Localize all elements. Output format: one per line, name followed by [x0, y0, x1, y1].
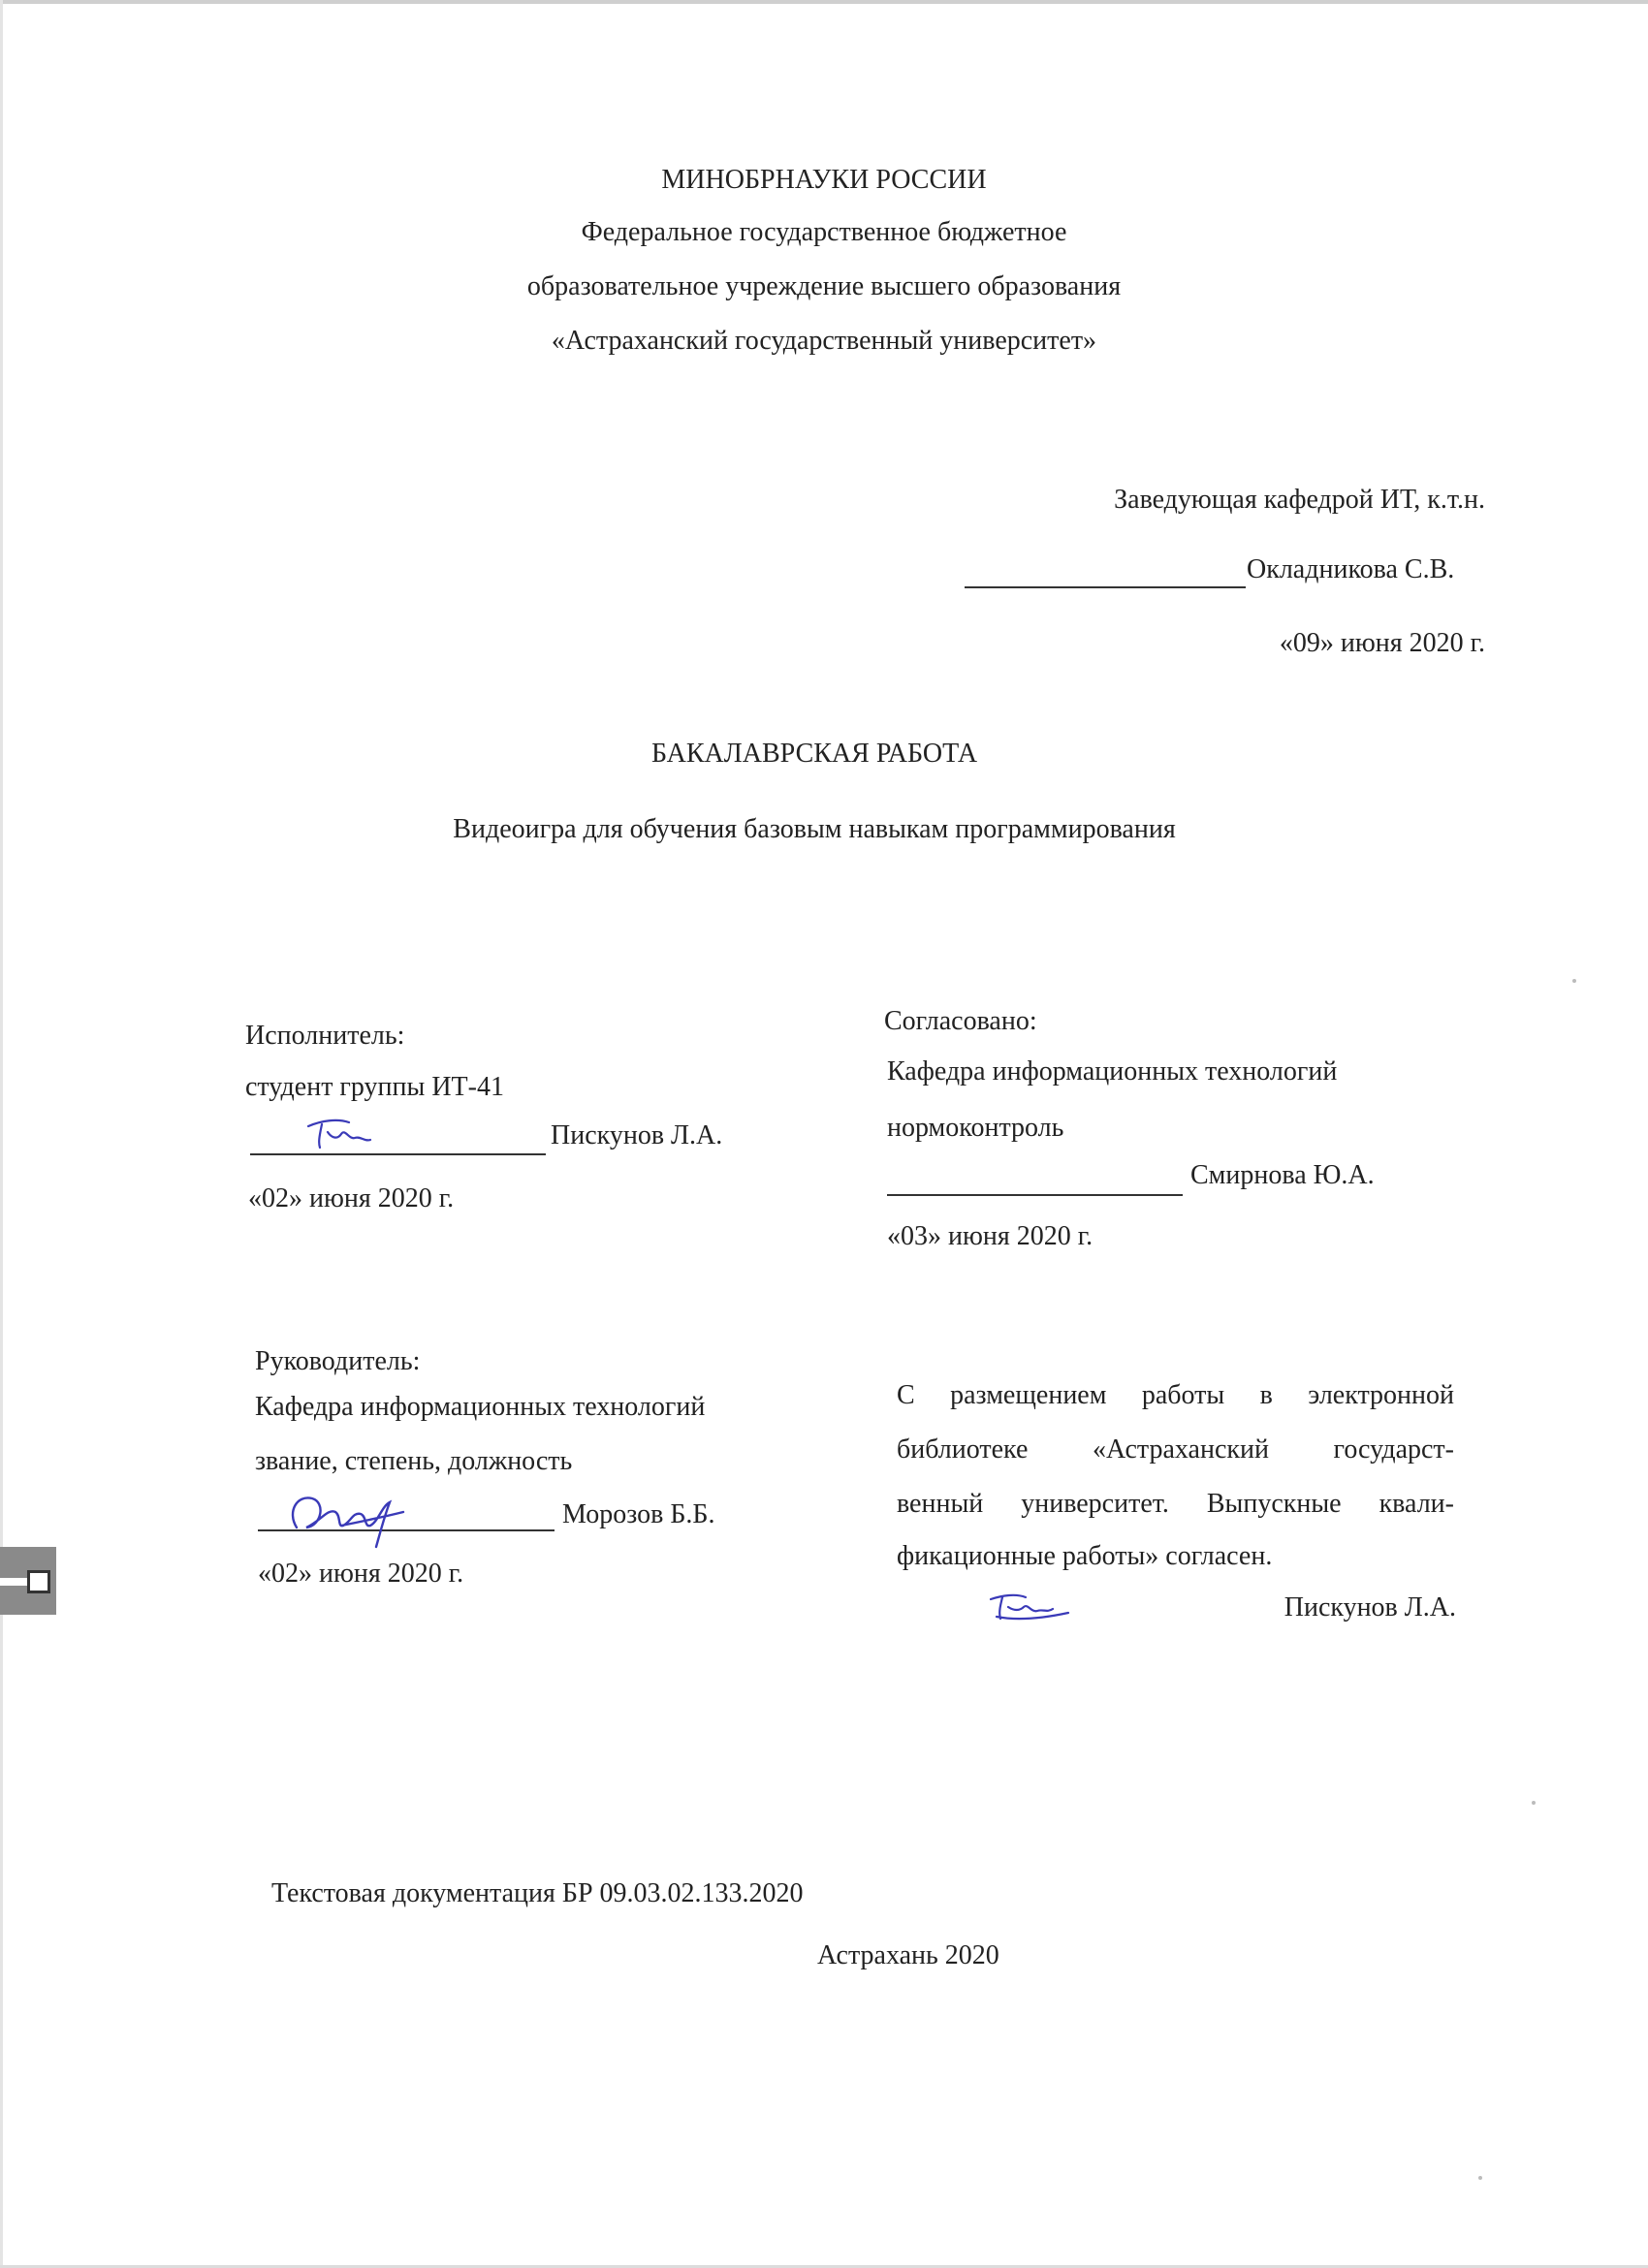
agreed-label: Согласовано: [884, 1006, 1037, 1036]
consent-line-1: С размещением работы в электронной [897, 1380, 1454, 1410]
institution-line-2: образовательное учреждение высшего образования [526, 271, 1122, 301]
institution-line-1: Федеральное государственное бюджетное [581, 217, 1067, 247]
approval-date: «09» июня 2020 г. [1279, 628, 1485, 658]
binder-clip-inner [27, 1570, 50, 1593]
supervisor-rank: звание, степень, должность [255, 1446, 573, 1476]
university-name: «Астраханский государственный университет» [551, 326, 1097, 356]
agreed-department: Кафедра информационных технологий [887, 1056, 1338, 1087]
work-type: БАКАЛАВРСКАЯ РАБОТА [650, 739, 978, 769]
head-of-department-name: Окладникова С.В. [1247, 554, 1455, 584]
supervisor-label: Руководитель: [255, 1346, 421, 1376]
consent-line-4: фикационные работы» согласен. [897, 1541, 1273, 1571]
agreed-name: Смирнова Ю.А. [1190, 1160, 1375, 1190]
scan-speck [1532, 1801, 1536, 1805]
document-code: Текстовая документация БР 09.03.02.133.2020 [271, 1878, 804, 1908]
supervisor-date: «02» июня 2020 г. [258, 1559, 464, 1589]
executor-name: Пискунов Л.А. [551, 1120, 723, 1150]
ministry-heading: МИНОБРНАУКИ РОССИИ [661, 165, 987, 195]
executor-signature [302, 1113, 380, 1155]
supervisor-department: Кафедра информационных технологий [255, 1392, 706, 1422]
scan-edge-top [0, 0, 1648, 4]
executor-label: Исполнитель: [245, 1021, 405, 1051]
supervisor-name: Морозов Б.Б. [562, 1499, 715, 1529]
consent-line-3: венный университет. Выпускные квали- [897, 1489, 1454, 1519]
consent-signature [987, 1590, 1074, 1624]
scan-speck [1572, 979, 1576, 983]
work-title: Видеоигра для обучения базовым навыкам программирования [453, 814, 1176, 844]
agreed-role: нормоконтроль [887, 1113, 1064, 1143]
city-year: Астрахань 2020 [817, 1940, 999, 1970]
head-of-department-position: Заведующая кафедрой ИТ, к.т.н. [1114, 485, 1485, 515]
agreed-date: «03» июня 2020 г. [887, 1221, 1093, 1251]
agreed-signature-line [887, 1194, 1183, 1196]
approval-signature-line [965, 586, 1246, 588]
scan-speck [1478, 2176, 1482, 2180]
binder-clip-slot [0, 1578, 27, 1586]
executor-group: студент группы ИТ-41 [245, 1072, 504, 1102]
executor-signature-line [250, 1153, 546, 1155]
supervisor-signature [283, 1483, 419, 1551]
consent-name: Пискунов Л.А. [1284, 1592, 1456, 1622]
consent-line-2: библиотеке «Астраханский государст- [897, 1434, 1454, 1465]
executor-date: «02» июня 2020 г. [248, 1183, 455, 1213]
